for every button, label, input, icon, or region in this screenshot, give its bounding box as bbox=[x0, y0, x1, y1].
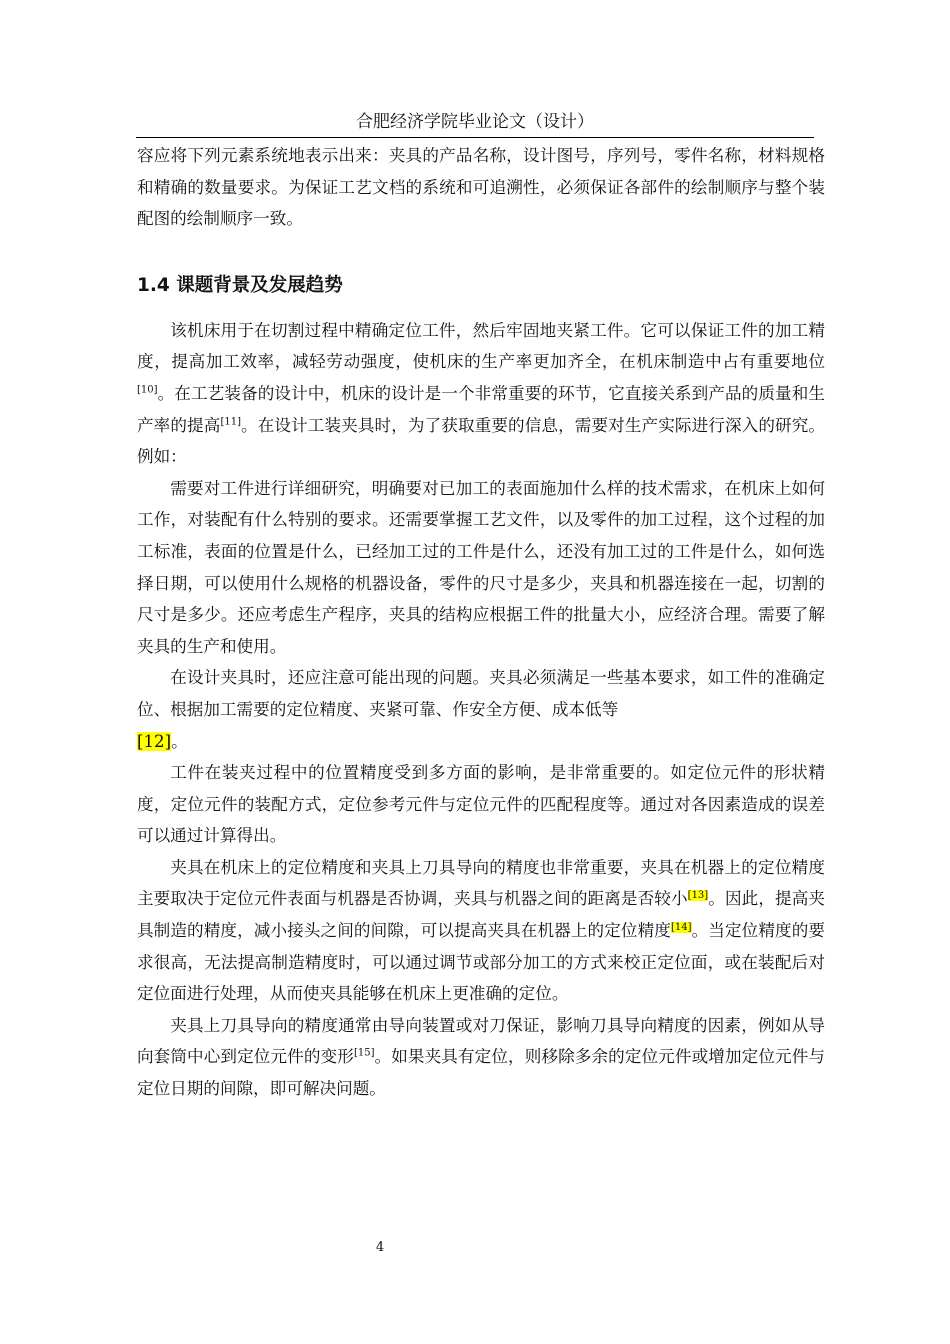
running-header: 合肥经济学院毕业论文（设计） bbox=[356, 112, 594, 132]
paragraph-locating-accuracy bbox=[137, 852, 825, 1010]
citation-15: [15] bbox=[353, 1047, 375, 1059]
citation-11: [11] bbox=[220, 416, 241, 428]
paragraph-continuation: 容应将下列元素系统地表示出来：夹具的产品名称，设计图号，序列号，零件名称，材料规格和精确的数量要求。为保证工艺文档的系统和可追溯性，必须保证各部件的绘制顺序与整个装配图的绘制顺序一致。 bbox=[137, 146, 825, 229]
paragraph-text: 。在设计工装夹具时，为了获取重要的信息，需要对生产实际进行深入的研究。例如： bbox=[137, 415, 826, 467]
paragraph-text: 。当定位精度的要求很高，无法提高制造精度时，可以通过调节或部分加工的方式来校正定位面，或在装配后对定位面进行处理，从而使夹具能够在机床上更准确的定位。 bbox=[137, 921, 826, 1004]
header-rule bbox=[136, 137, 814, 138]
paragraph-tool-guide bbox=[137, 1010, 825, 1105]
body-content bbox=[137, 140, 825, 1105]
citation-10: [10] bbox=[137, 384, 158, 396]
paragraph-fixture-requirements bbox=[137, 662, 825, 757]
citation-13-highlighted: [13] bbox=[687, 889, 709, 901]
paragraph-workpiece-study: 需要对工件进行详细研究，明确要对已加工的表面施加什么样的技术需求，在机床上如何工作，对装配有什么特别的要求。还需要掌握工艺文件，以及零件的加工过程，这个过程的加工标准，表面的位置是什么，已经加工过的工件是什么，还没有加工过的工件是什么，如何选择日期，可以使用什么规格的机器设备，零件的尺寸是多少，夹具和机器连接在一起，切割的尺寸是多少。还应考虑生产程序，夹具的结构应根据工件的批量大小，应经济合理。需要了解夹具的生产和使用。 bbox=[137, 478, 825, 656]
paragraph-text: 。 bbox=[171, 731, 188, 751]
paragraph-text: 夹具在机床上的定位精度和夹具上刀具导向的精度也非常重要，夹具在机器上的定位精度主要取决于定位元件表面与机器是否协调，夹具与机器之间的距离是否较小 bbox=[137, 857, 825, 909]
paragraph-text: 在设计夹具时，还应注意可能出现的问题。夹具必须满足一些基本要求，如工件的准确定位、根据加工需要的定位精度、夹紧可靠、作安全方便、成本低等 bbox=[137, 668, 825, 719]
spacer bbox=[137, 235, 825, 253]
citation-14-highlighted: [14] bbox=[670, 921, 692, 933]
paragraph-text: 夹具上刀具导向的精度通常由导向装置或对刀保证，影响刀具导向精度的因素，例如从导向套筒中心到定位元件的变形 bbox=[137, 1015, 825, 1067]
citation-12-highlighted: [12] bbox=[137, 731, 172, 751]
paragraph-text: 。因此，提高夹具制造的精度，减小接头之间的间隙，可以提高夹具在机器上的定位精度 bbox=[137, 889, 826, 941]
paragraph-text: 。如果夹具有定位，则移除多余的定位元件或增加定位元件与定位日期的间隙，即可解决问题。 bbox=[137, 1047, 826, 1099]
paragraph-text: 该机床用于在切割过程中精确定位工件，然后牢固地夹紧工件。它可以保证工件的加工精度，提高加工效率，减轻劳动强度，使机床的生产率更加齐全，在机床制造中占有重要地位 bbox=[137, 320, 825, 372]
section-heading: 1.4 课题背景及发展趋势 bbox=[137, 274, 343, 296]
page-number: 4 bbox=[375, 1240, 385, 1255]
paragraph-text: 。在工艺装备的设计中，机床的设计是一个非常重要的环节，它直接关系到产品的质量和生产率的提高 bbox=[137, 383, 825, 435]
paragraph-background bbox=[137, 315, 825, 473]
paragraph-position-accuracy: 工件在装夹过程中的位置精度受到多方面的影响，是非常重要的。如定位元件的形状精度，定位元件的装配方式，定位参考元件与定位元件的匹配程度等。通过对各因素造成的误差可以通过计算得出。 bbox=[137, 763, 825, 846]
